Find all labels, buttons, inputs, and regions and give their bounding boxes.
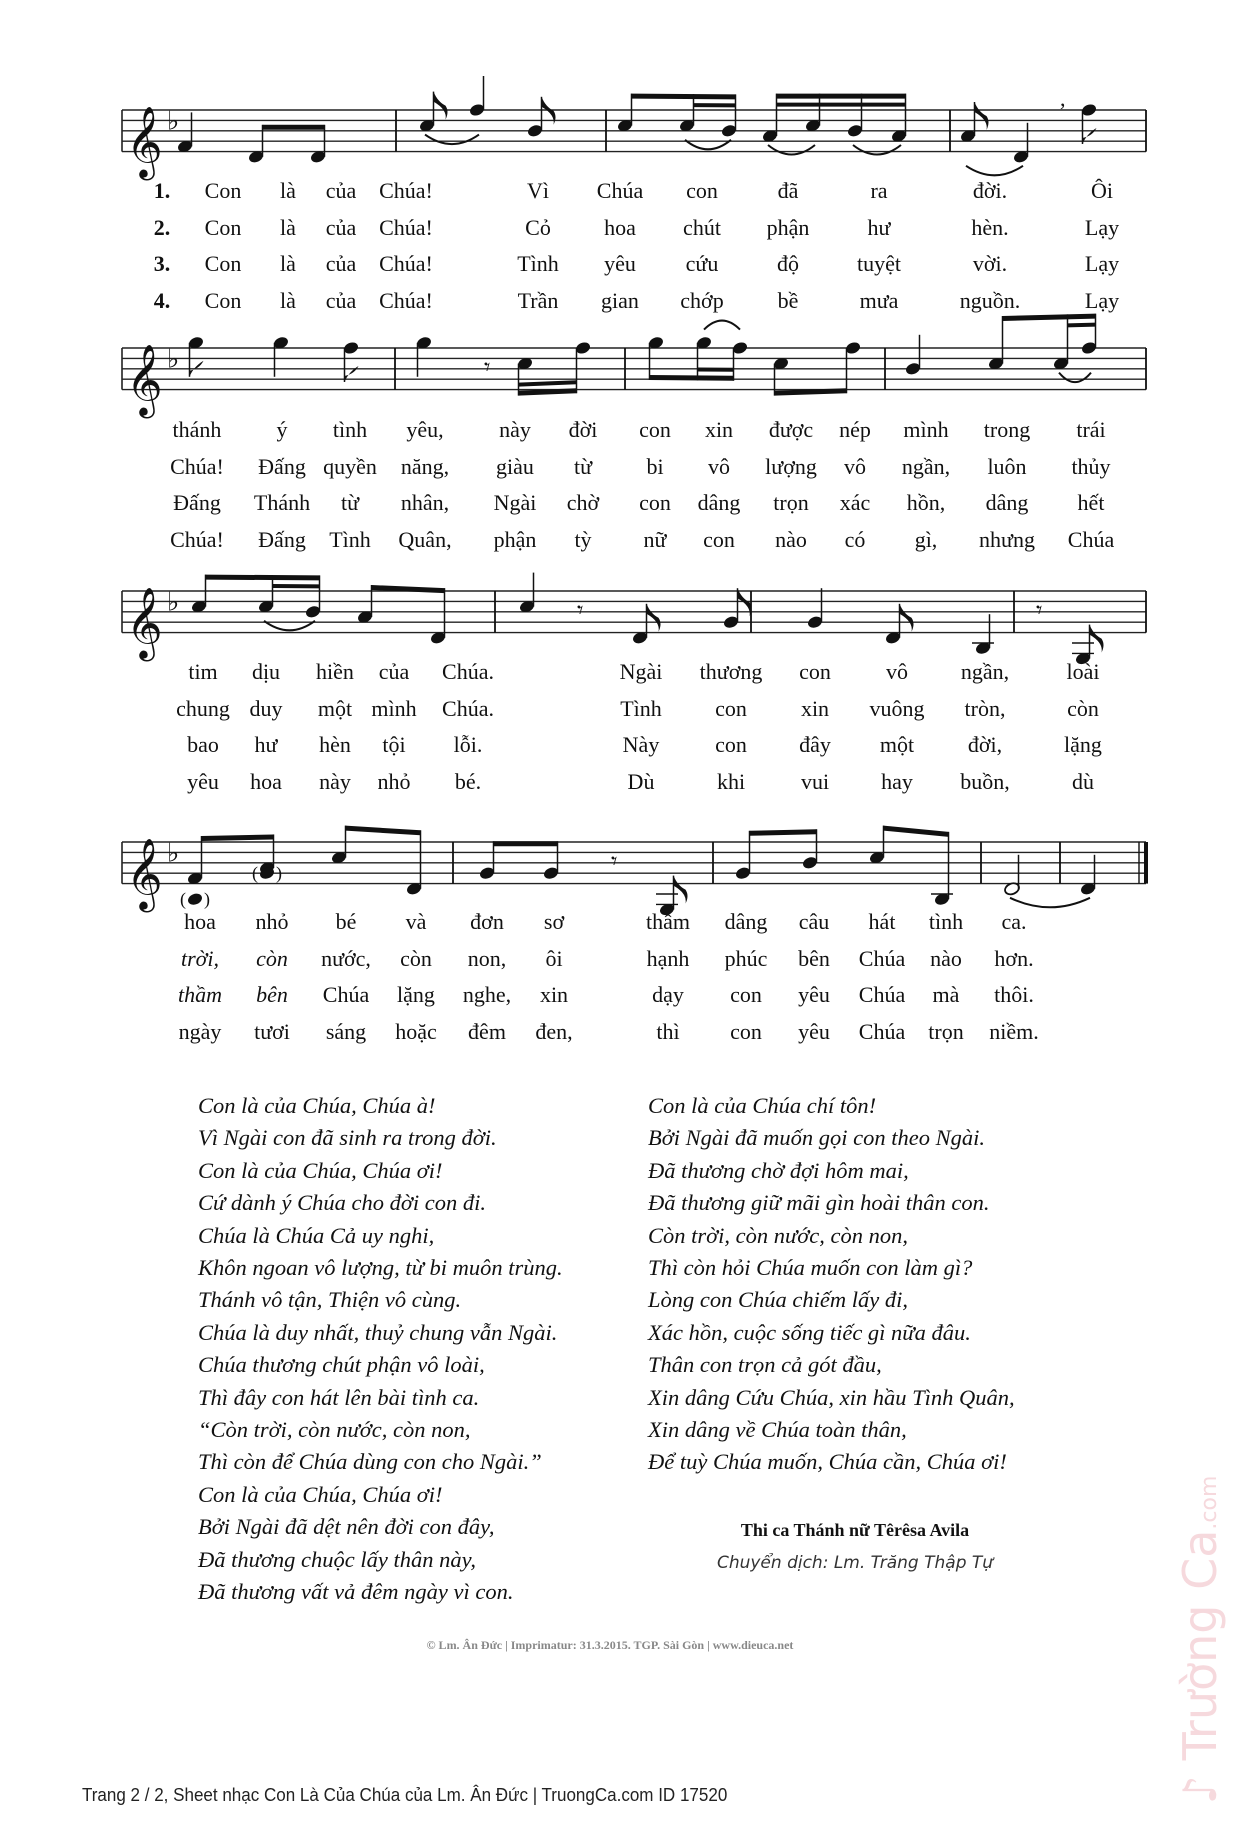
lyric-word: chung bbox=[176, 695, 230, 721]
lyric-word: xin bbox=[800, 695, 830, 721]
lyric-word: hèn bbox=[319, 732, 351, 757]
treble-clef-icon: 𝄞 bbox=[126, 342, 163, 416]
lyric-word: mình bbox=[371, 695, 417, 721]
lyric-word: hoa bbox=[604, 214, 636, 240]
lyric-word: ôi bbox=[545, 945, 563, 971]
lyric-word: của bbox=[378, 659, 410, 684]
lyric-word: bao bbox=[187, 732, 219, 757]
poem-line: Đã thương chuộc lấy thân này, bbox=[198, 1546, 476, 1572]
lyric-word: nhân, bbox=[400, 490, 450, 515]
lyric-word: đời. bbox=[972, 178, 1008, 203]
lyric-word: Chúa. bbox=[442, 695, 494, 721]
lyric-word: Cỏ bbox=[525, 214, 551, 240]
lyric-word: dù bbox=[1072, 768, 1094, 794]
poem-line: Lòng con Chúa chiếm lấy đi, bbox=[648, 1287, 908, 1313]
lyric-word: Con bbox=[204, 251, 242, 276]
poem-line: Đã thương giữ mãi gìn hoài thân con. bbox=[648, 1190, 990, 1216]
lyric-word: vô bbox=[844, 453, 866, 479]
lyric-word: Chúa bbox=[1067, 526, 1115, 552]
lyric-word: Dù bbox=[627, 768, 655, 794]
poem-line: Thì còn hỏi Chúa muốn con làm gì? bbox=[648, 1255, 973, 1281]
poem-line: Chúa thương chút phận vô loài, bbox=[198, 1352, 485, 1378]
lyric-word: lặng bbox=[397, 982, 435, 1007]
lyric-word: hạnh bbox=[646, 945, 690, 971]
lyric-word: có bbox=[844, 526, 866, 552]
lyric-word: gian bbox=[601, 287, 639, 313]
note-icon bbox=[931, 892, 953, 907]
lyric-word: dạy bbox=[652, 982, 684, 1007]
lyric-word: là bbox=[280, 287, 296, 313]
lyric-word: vô bbox=[708, 453, 730, 479]
lyric-word: Chúa! bbox=[379, 178, 433, 203]
lyric-word: Con bbox=[204, 214, 242, 240]
lyric-word: thôi. bbox=[994, 982, 1034, 1007]
poem-line: Con là của Chúa, Chúa ơi! bbox=[198, 1157, 443, 1183]
lyric-word: vời. bbox=[972, 251, 1008, 276]
lyric-word: Chúa! bbox=[379, 287, 433, 313]
lyric-word: nguồn. bbox=[959, 287, 1021, 313]
poem-line: Xác hồn, cuộc sống tiếc gì nữa đâu. bbox=[648, 1319, 971, 1345]
eighth-rest-icon: 𝄾 bbox=[577, 595, 584, 624]
lyric-word: con bbox=[639, 490, 671, 515]
lyric-word: xin bbox=[539, 982, 569, 1007]
lyric-word: bên bbox=[256, 982, 288, 1007]
lyric-word: vô bbox=[886, 659, 908, 684]
lyric-word: lượng bbox=[765, 453, 817, 479]
poem-line: Thánh vô tận, Thiện vô cùng. bbox=[198, 1287, 462, 1313]
poem-left-column bbox=[198, 1090, 563, 1609]
lyric-word: Chúa bbox=[858, 945, 906, 971]
svg-text:): ) bbox=[204, 889, 210, 910]
lyric-word: lặng bbox=[1064, 732, 1102, 757]
lyric-word: yêu bbox=[604, 251, 636, 276]
note-icon bbox=[252, 860, 282, 884]
poem-credit-title: Thi ca Thánh nữ Têrêsa Avila bbox=[740, 1520, 970, 1540]
lyric-word: hết bbox=[1077, 490, 1105, 515]
lyric-word: non, bbox=[467, 945, 507, 971]
lyric-word: trọn bbox=[928, 1018, 964, 1044]
lyric-word: nước, bbox=[321, 945, 371, 971]
lyric-word: đã bbox=[777, 178, 799, 203]
lyric-word: loài bbox=[1066, 659, 1100, 684]
poem-credit-translation: Chuyển dịch: Lm. Trăng Thập Tự bbox=[716, 1553, 994, 1573]
lyric-word: thầm bbox=[178, 982, 222, 1007]
lyric-word: nào bbox=[775, 526, 807, 552]
lyric-word: Đấng bbox=[258, 526, 306, 552]
lyric-word: Chúa! bbox=[379, 214, 433, 240]
lyric-word: còn bbox=[400, 945, 432, 971]
lyric-word: ngày bbox=[178, 1018, 222, 1044]
lyric-word: yêu, bbox=[406, 417, 444, 442]
lyric-word: được bbox=[768, 417, 814, 442]
flat-icon: ♭ bbox=[167, 344, 180, 375]
lyric-word: Chúa! bbox=[170, 526, 224, 552]
poem-line: Chúa là Chúa Cả uy nghi, bbox=[198, 1222, 435, 1248]
poem-line: Bởi Ngài đã muốn gọi con theo Ngài. bbox=[648, 1125, 985, 1151]
lyric-word: là bbox=[280, 214, 296, 240]
lyric-word: đêm bbox=[468, 1018, 506, 1044]
lyric-word: yêu bbox=[187, 768, 219, 794]
lyric-word: Lạy bbox=[1084, 287, 1120, 313]
watermark bbox=[1170, 1460, 1230, 1820]
poem-line: Thân con trọn cả gót đầu, bbox=[648, 1352, 882, 1378]
lyric-word: mình bbox=[903, 417, 949, 442]
lyric-word: giàu bbox=[496, 453, 534, 479]
lyric-word: Đấng bbox=[258, 453, 306, 479]
poem-line: Thì đây con hát lên bài tình ca. bbox=[198, 1384, 480, 1410]
lyric-word: Ngài bbox=[619, 659, 663, 684]
note-icon bbox=[180, 871, 210, 910]
lyric-word: từ bbox=[573, 453, 593, 479]
lyric-word: con bbox=[639, 417, 671, 442]
flat-icon: ♭ bbox=[167, 587, 180, 618]
lyric-word: một bbox=[317, 695, 353, 721]
lyric-word: trời, bbox=[180, 945, 220, 971]
lyric-word: con bbox=[730, 1018, 762, 1044]
lyric-word: xin bbox=[704, 417, 734, 442]
lyric-word: Vì bbox=[527, 178, 549, 203]
poem-line: Con là của Chúa, Chúa ơi! bbox=[198, 1481, 443, 1507]
lyric-word: buồn, bbox=[960, 768, 1010, 794]
svg-text:(: ( bbox=[252, 863, 258, 884]
lyric-word: nào bbox=[930, 945, 962, 971]
lyric-word: dâng bbox=[724, 909, 768, 934]
lyric-word: đời bbox=[568, 417, 598, 442]
lyric-word: ngần, bbox=[901, 453, 951, 479]
lyric-word: bé bbox=[335, 909, 357, 934]
poem-line: Xin dâng về Chúa toàn thân, bbox=[648, 1417, 907, 1443]
lyric-word: mưa bbox=[859, 287, 899, 313]
lyric-word: gì, bbox=[914, 526, 938, 552]
lyric-word: con bbox=[703, 526, 735, 552]
lyric-word: một bbox=[879, 732, 915, 757]
lyric-word: Thánh bbox=[253, 490, 311, 515]
lyric-word: trong bbox=[983, 417, 1031, 442]
lyric-word: phận bbox=[766, 214, 810, 240]
lyric-word: tim bbox=[188, 659, 218, 684]
lyric-word: vui bbox=[800, 768, 830, 794]
lyric-word: thương bbox=[699, 659, 763, 684]
lyric-word: Chúa bbox=[858, 1018, 906, 1044]
lyric-word: duy bbox=[249, 695, 283, 721]
lyric-word: xác bbox=[839, 490, 871, 515]
lyric-word: Ôi bbox=[1091, 178, 1113, 203]
lyric-word: đen, bbox=[535, 1018, 573, 1044]
verse-number: 4. bbox=[153, 287, 171, 313]
lyric-word: là bbox=[280, 251, 296, 276]
lyric-word: quyền bbox=[323, 453, 377, 479]
lyric-word: hoa bbox=[184, 909, 216, 934]
lyric-word: nép bbox=[839, 417, 871, 442]
verse-number: 1. bbox=[153, 178, 171, 203]
lyric-word: nữ bbox=[643, 526, 667, 552]
poem-line: Chúa là duy nhất, thuỷ chung vẫn Ngài. bbox=[198, 1319, 558, 1345]
lyric-word: nhưng bbox=[979, 526, 1035, 552]
lyric-word: thầm bbox=[646, 909, 690, 934]
poem-line: Khôn ngoan vô lượng, từ bi muôn trùng. bbox=[198, 1255, 563, 1281]
poem-line: Con là của Chúa, Chúa à! bbox=[198, 1093, 436, 1118]
lyric-word: luôn bbox=[987, 453, 1027, 479]
lyric-word: tình bbox=[928, 909, 964, 934]
lyric-word: sáng bbox=[325, 1018, 367, 1044]
lyric-word: phúc bbox=[724, 945, 768, 971]
lyric-word: từ bbox=[340, 490, 360, 515]
eighth-rest-icon: 𝄾 bbox=[611, 846, 618, 875]
lyric-word: hồn, bbox=[906, 490, 946, 515]
lyric-word: con bbox=[686, 178, 718, 203]
lyric-word: Này bbox=[622, 732, 660, 757]
lyric-word: niềm. bbox=[989, 1018, 1039, 1044]
lyric-word: con bbox=[730, 982, 762, 1007]
lyric-word: Chúa bbox=[322, 982, 370, 1007]
lyric-word: sơ bbox=[543, 909, 565, 934]
lyric-word: nhỏ bbox=[255, 909, 289, 934]
lyric-word: vuông bbox=[869, 695, 925, 721]
lyric-word: Chúa bbox=[596, 178, 644, 203]
lyric-word: nhỏ bbox=[377, 768, 411, 794]
lyric-word: của bbox=[325, 214, 357, 240]
lyric-word: đây bbox=[799, 732, 831, 757]
lyric-word: tươi bbox=[254, 1018, 290, 1044]
verse-number: 3. bbox=[153, 251, 171, 276]
lyric-word: hát bbox=[868, 909, 896, 934]
note-icon bbox=[1003, 855, 1020, 897]
lyric-word: Tình bbox=[329, 526, 371, 552]
lyric-word: ý bbox=[276, 417, 288, 442]
lyric-word: thì bbox=[656, 1018, 680, 1044]
note-icon bbox=[1079, 855, 1096, 897]
poem-line: Đã thương vất vả đêm ngày vì con. bbox=[198, 1579, 514, 1605]
lyric-word: bên bbox=[798, 945, 830, 971]
lyric-word: Con bbox=[204, 178, 242, 203]
lyric-word: Tình bbox=[517, 251, 559, 276]
lyric-word: đơn bbox=[470, 909, 504, 934]
lyric-word: ca. bbox=[1001, 909, 1027, 934]
lyric-word: Trần bbox=[517, 287, 559, 313]
lyric-word: lỗi. bbox=[453, 732, 483, 757]
lyric-word: trái bbox=[1076, 417, 1106, 442]
lyric-word: năng, bbox=[400, 453, 450, 479]
eighth-rest-icon: 𝄾 bbox=[1036, 595, 1043, 624]
svg-text:): ) bbox=[276, 863, 282, 884]
lyric-word: độ bbox=[777, 251, 799, 276]
page-footer: Trang 2 / 2, Sheet nhạc Con Là Của Chúa của Lm. Ân Đức | TruongCa.com ID 17520 bbox=[82, 1784, 728, 1805]
lyric-word: Con bbox=[204, 287, 242, 313]
lyric-word: Ngài bbox=[493, 490, 537, 515]
lyric-word: chờ bbox=[566, 490, 600, 515]
lyric-word: của bbox=[325, 287, 357, 313]
lyric-word: Lạy bbox=[1084, 251, 1120, 276]
lyric-word: thánh bbox=[172, 417, 222, 442]
treble-clef-icon: 𝄞 bbox=[126, 585, 163, 659]
lyric-word: phận bbox=[493, 526, 537, 552]
lyric-word: là bbox=[280, 178, 296, 203]
lyric-word: hư bbox=[867, 214, 891, 240]
lyric-word: Chúa. bbox=[442, 659, 494, 684]
lyric-word: này bbox=[319, 768, 351, 794]
lyric-word: trọn bbox=[773, 490, 809, 515]
lyric-word: đời, bbox=[967, 732, 1003, 757]
lyric-word: hơn. bbox=[994, 945, 1034, 971]
watermark-text: Trường Ca bbox=[1173, 1529, 1227, 1761]
lyric-word: dâng bbox=[697, 490, 741, 515]
lyric-word: Lạy bbox=[1084, 214, 1120, 240]
lyric-word: khi bbox=[716, 768, 746, 794]
lyric-word: ngần, bbox=[960, 659, 1010, 684]
lyric-word: tỳ bbox=[574, 526, 592, 552]
lyric-word: Chúa! bbox=[170, 453, 224, 479]
verse-number: 2. bbox=[153, 214, 171, 240]
lyric-word: Chúa! bbox=[379, 251, 433, 276]
lyric-word: Quân, bbox=[398, 526, 452, 552]
flat-icon: ♭ bbox=[167, 106, 180, 137]
lyric-word: dịu bbox=[251, 659, 281, 684]
lyric-word: còn bbox=[256, 945, 288, 971]
poem-line: Xin dâng Cứu Chúa, xin hầu Tình Quân, bbox=[648, 1384, 1015, 1410]
lyric-word: hoa bbox=[250, 768, 282, 794]
lyric-word: nghe, bbox=[462, 982, 512, 1007]
poem-line: Để tuỳ Chúa muốn, Chúa cần, Chúa ơi! bbox=[648, 1449, 1007, 1475]
poem-right-column bbox=[648, 1090, 1015, 1479]
lyric-word: con bbox=[799, 659, 831, 684]
lyric-word: tội bbox=[382, 732, 406, 757]
flat-icon: ♭ bbox=[167, 838, 180, 869]
lyric-word: hay bbox=[881, 768, 913, 794]
lyric-word: yêu bbox=[798, 982, 830, 1007]
lyric-word: này bbox=[499, 417, 531, 442]
poem-line: Đã thương chờ đợi hôm mai, bbox=[648, 1157, 909, 1183]
lyric-word: tuyệt bbox=[857, 251, 901, 276]
lyric-word: bé. bbox=[454, 768, 482, 794]
treble-clef-icon: 𝄞 bbox=[126, 836, 163, 910]
lyric-word: thủy bbox=[1071, 453, 1111, 479]
lyric-word: của bbox=[325, 251, 357, 276]
lyric-word: câu bbox=[798, 909, 830, 934]
lyric-word: bề bbox=[777, 287, 799, 313]
lyric-word: cứu bbox=[685, 251, 719, 276]
lyric-word: con bbox=[715, 732, 747, 757]
lyric-word: hư bbox=[254, 732, 278, 757]
eighth-rest-icon: 𝄾 bbox=[484, 352, 491, 381]
lyric-word: tình bbox=[332, 417, 368, 442]
lyric-word: của bbox=[325, 178, 357, 203]
lyric-word: bi bbox=[646, 453, 664, 479]
poem-line: Vì Ngài con đã sinh ra trong đời. bbox=[198, 1125, 497, 1151]
lyric-word: còn bbox=[1067, 695, 1099, 721]
lyric-word: chút bbox=[683, 214, 721, 240]
lyric-word: con bbox=[715, 695, 747, 721]
lyric-word: Tình bbox=[620, 695, 662, 721]
svg-text:(: ( bbox=[180, 889, 186, 910]
poem-line: “Còn trời, còn nước, còn non, bbox=[198, 1417, 471, 1443]
treble-clef-icon: 𝄞 bbox=[126, 104, 163, 178]
lyric-word: mà bbox=[932, 982, 960, 1007]
poem-line: Thì còn để Chúa dùng con cho Ngài.” bbox=[198, 1449, 542, 1475]
lyric-word: ra bbox=[870, 178, 888, 203]
lyric-word: và bbox=[405, 909, 427, 934]
poem-line: Con là của Chúa chí tôn! bbox=[648, 1093, 877, 1118]
music-hand-icon: ♪ bbox=[1173, 1775, 1227, 1805]
lyric-word: tròn, bbox=[964, 695, 1006, 721]
lyric-word: hoặc bbox=[395, 1018, 437, 1044]
copyright-line: © Lm. Ân Đức | Imprimatur: 31.3.2015. TGP. Sài Gòn | www.dieuca.net bbox=[426, 1638, 794, 1652]
lyric-word: hèn. bbox=[971, 214, 1009, 240]
lyric-word: dâng bbox=[985, 490, 1029, 515]
lyric-word: Chúa bbox=[858, 982, 906, 1007]
poem-line: Còn trời, còn nước, còn non, bbox=[648, 1222, 909, 1248]
watermark-suffix: .com bbox=[1197, 1475, 1222, 1530]
lyric-word: chớp bbox=[680, 287, 724, 313]
poem-line: Bởi Ngài đã dệt nên đời con đây, bbox=[198, 1514, 495, 1540]
lyric-word: Đấng bbox=[173, 490, 221, 515]
lyric-word: hiền bbox=[316, 659, 354, 684]
lyric-word: yêu bbox=[798, 1018, 830, 1044]
poem-line: Cứ dành ý Chúa cho đời con đi. bbox=[198, 1190, 487, 1216]
breath-mark-icon: , bbox=[1060, 86, 1066, 111]
